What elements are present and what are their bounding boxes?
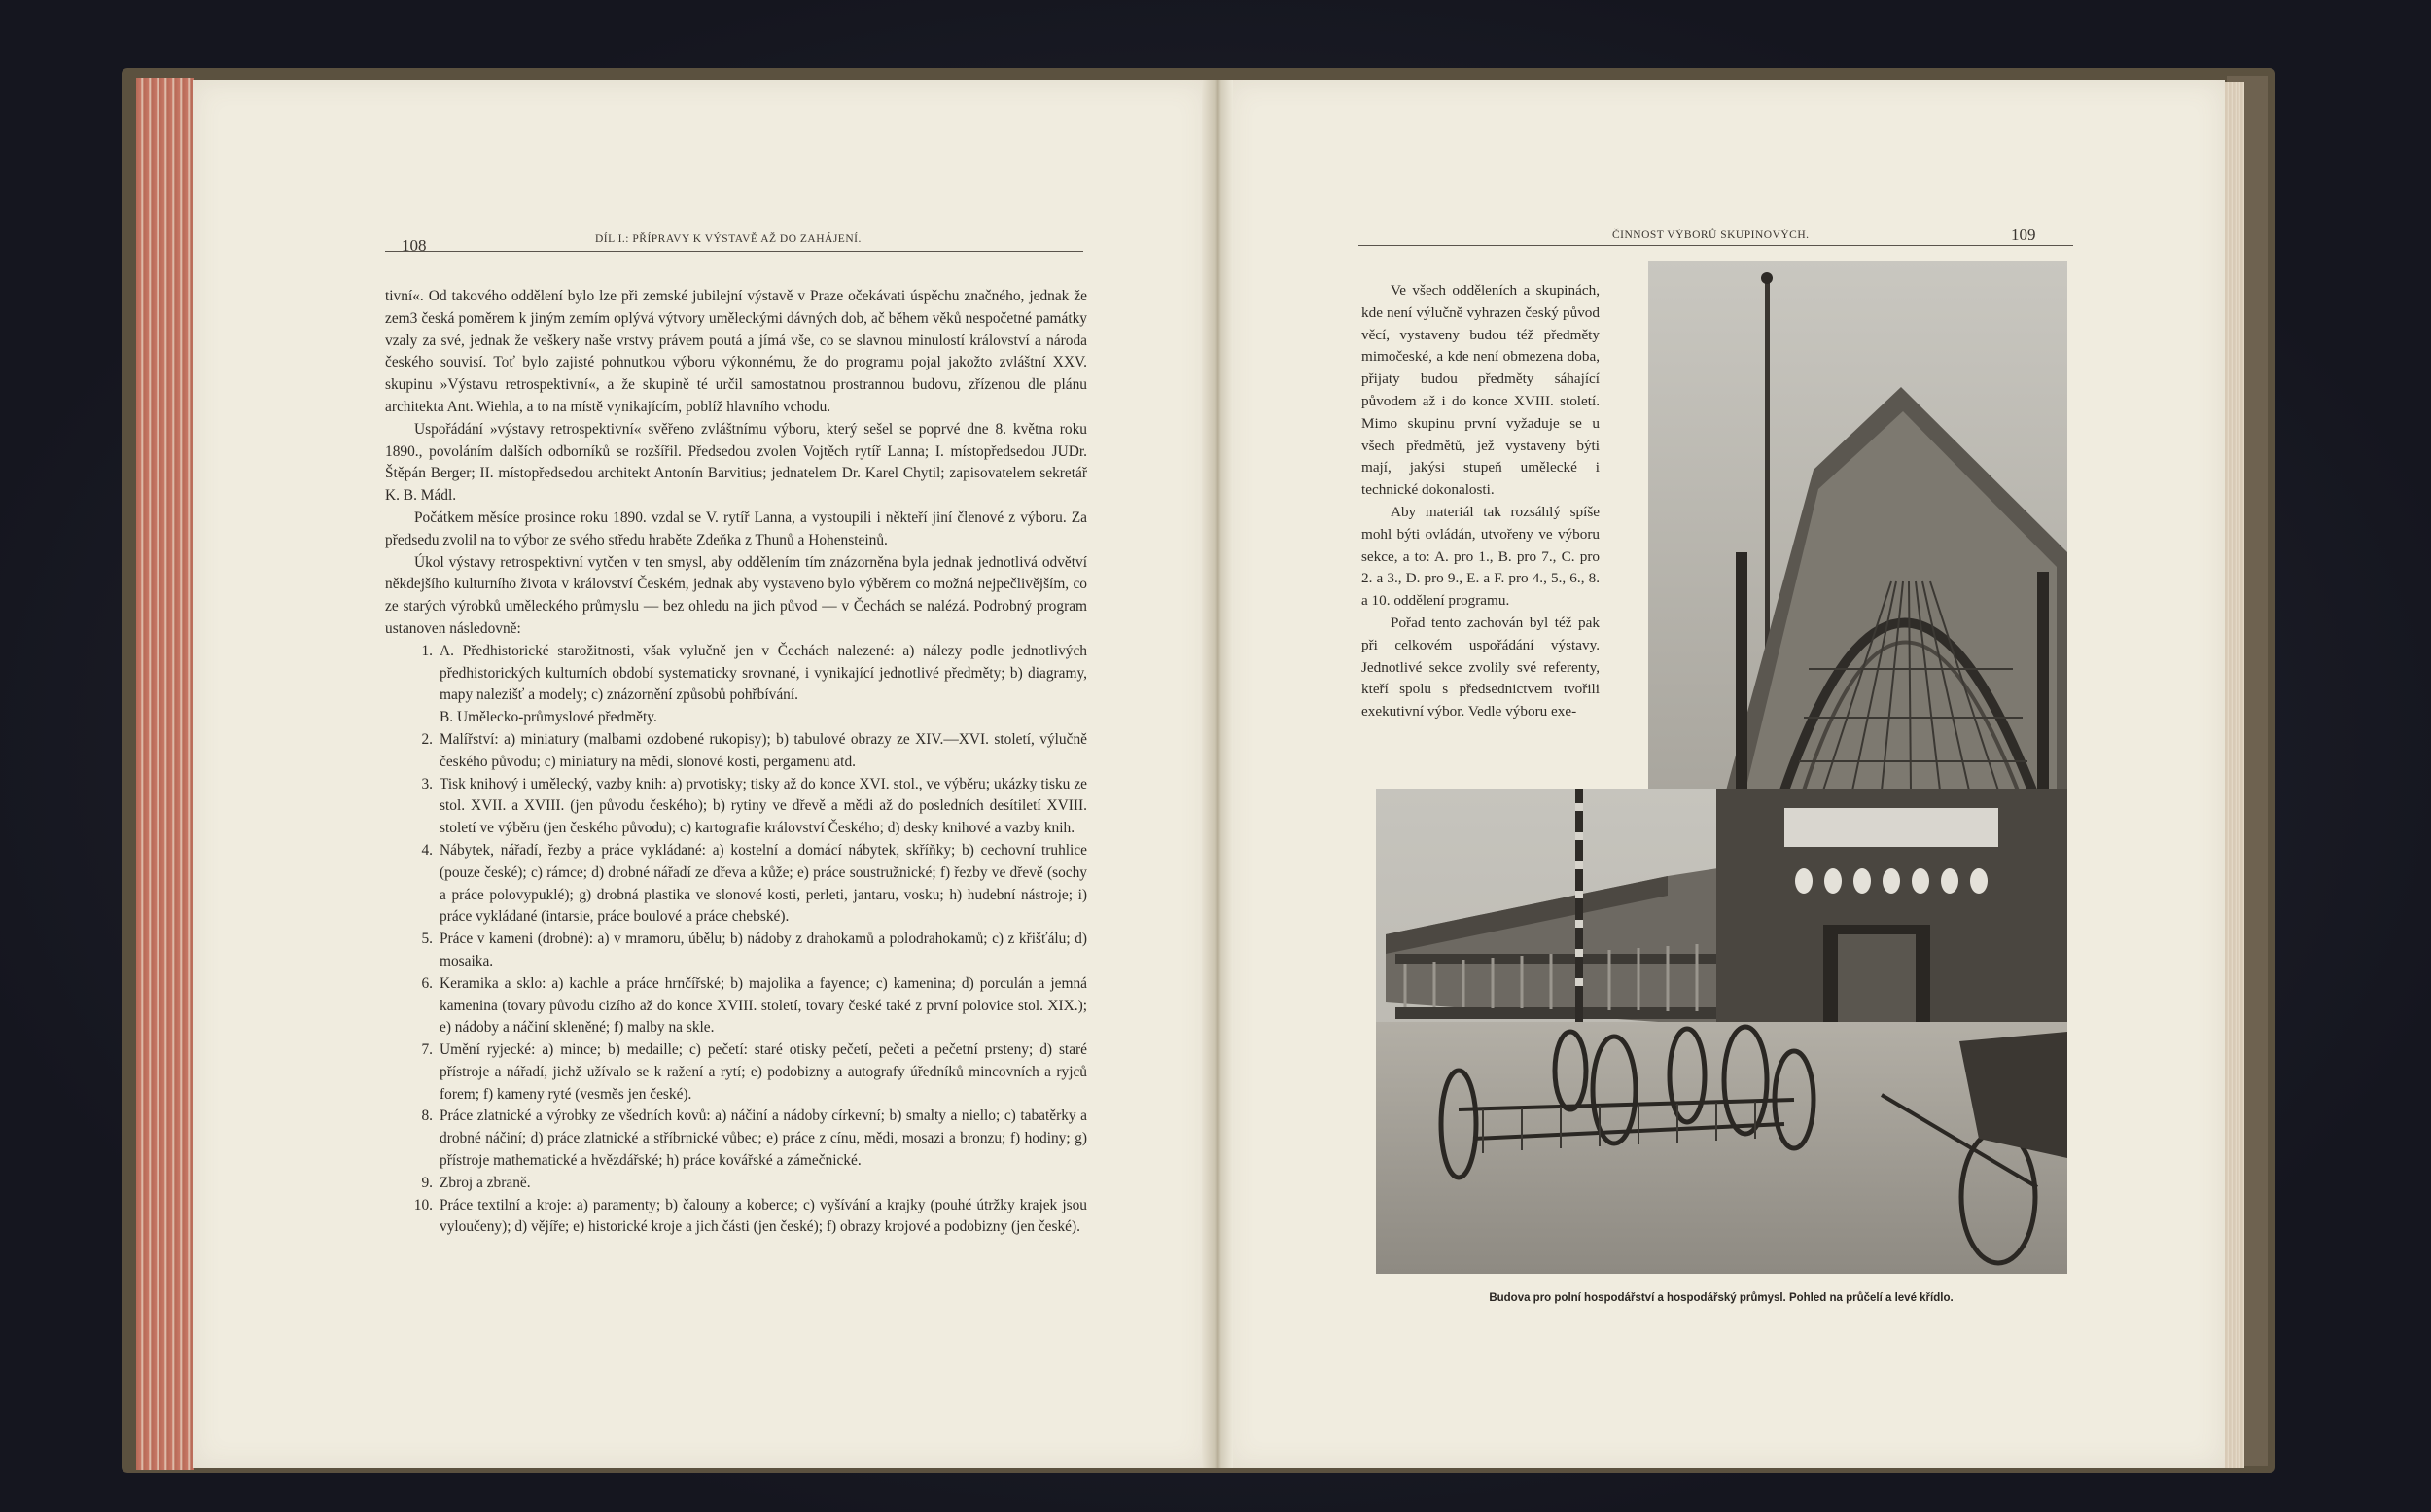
list-number: 7. (421, 1041, 433, 1059)
photo-upper-part (1648, 261, 2067, 791)
list-text: Tisk knihový i umělecký, vazby knih: a) prvotisky; tisky až do konce XVI. stol., ve výběru; ukázky tisku ze stol. XVII. a XVIII. (jen původu českého); b) rytiny ve dřevě a mědi až do posledních desítiletí XVIII. století ve výběru (jen českého původu); c) kartografie království Českého; d) desky knihové a vazby knih. (440, 775, 1087, 837)
list-number: 4. (421, 841, 433, 859)
paragraph: Ve všech odděleních a skupinách, kde není výlučně vyhrazen český původ věcí, vystaveny budou též předměty mimočeské, a kde není obmezena doba, přijaty budou předměty sáhající původem až i do konce XVIII. století. Mimo skupinu první vyžaduje se u všech předmětů, jež vystaveny býti mají, jakýsi stupeň umělecké i technické dokonalosti. (1361, 282, 1600, 499)
left-header-rule (385, 251, 1083, 252)
list-text: Umění ryjecké: a) mince; b) medaille; c) pečetí: staré otisky pečetí, pečeti a pečetní prsteny; d) staré přístroje a nářadí, jichž užívalo se k ražení a rytí; e) podobizny a autografy úředníků mincovních a ryjců forem; f) kameny ryté (vesměs jen české). (440, 1041, 1087, 1103)
right-running-head: ČINNOST VÝBORŮ SKUPINOVÝCH. (1612, 229, 1810, 241)
program-list-item (385, 1039, 1087, 1106)
program-list-item (385, 1195, 1087, 1240)
program-list-item (385, 729, 1087, 774)
list-number: 9. (421, 1174, 433, 1191)
list-number: 1. (421, 642, 433, 659)
book-gutter (1202, 80, 1233, 1468)
list-number: 2. (421, 730, 433, 748)
list-text: Práce v kameni (drobné): a) v mramoru, úbělu; b) nádoby z drahokamů a polodrahokamů; c) z křišťálu; d) mosaika. (440, 931, 1087, 969)
pavilion-photo-lower (1376, 789, 2067, 1274)
program-list-item (385, 774, 1087, 840)
left-page-number: 108 (402, 236, 427, 255)
pavilion-photo-upper (1648, 261, 2067, 791)
program-list-item (385, 929, 1087, 973)
list-number: 5. (421, 931, 433, 948)
list-number: 3. (421, 775, 433, 792)
paragraph: Počátkem měsíce prosince roku 1890. vzdal se V. rytíř Lanna, a vystoupili i někteří jiní členové z výboru. Za předsedu zvolil na to výbor ze svého středu hraběte Zdeňka z Thunů a Hohensteinů. (385, 509, 1087, 548)
list-text: Zbroj a zbraně. (440, 1174, 531, 1191)
paragraph: Uspořádání »výstavy retrospektivní« svěřeno zvláštnímu výboru, který sešel se poprvé dne 8. května roku 1890., povoláním dalších odborníků se rozšířil. Předsedou zvolen Vojtěch rytíř Lanna; I. místopředsedou JUDr. Štěpán Berger; II. místopředsedou architekt Antonín Barvitius; jednatelem Dr. Karel Chytil; zapisovatelem sekretář K. B. Mádl. (385, 420, 1087, 505)
paragraph: Aby materiál tak rozsáhlý spíše mohl býti ovládán, utvořeny ve výboru sekce, a to: A. pro 1., B. pro 7., C. pro 2. a 3., D. pro 9., E. a F. pro 4., 5., 6., 8. a 10. oddělení programu. (1361, 503, 1600, 610)
list-number: 10. (413, 1196, 433, 1213)
paragraph: Pořad tento zachován byl též pak při celkovém uspořádání výstavy. Jednotlivé sekce zvolily své referenty, kteří spolu s předsednictvem tvořili exekutivní výbor. Vedle výboru exe- (1361, 614, 1600, 721)
list-text: B. Umělecko-průmyslové předměty. (440, 709, 657, 726)
right-header-rule (1358, 245, 2073, 246)
right-page-number: 109 (2011, 226, 2036, 244)
list-text: Nábytek, nářadí, řezby a práce vykládané: a) kostelní a domácí nábytek, skříňky; b) cechovní truhlice (pouze české); c) rámce; d) drobné nářadí ze dřeva a kůže; e) práce soustružnické; f) řezby ve dřevě (sochy a práce polovypuklé); g) drobná plastika ve slonové kosti, perleti, jantaru, vosku; h) hudební nástroje; i) práce vykládané (intarsie, práce boulové a práce chebské). (440, 841, 1087, 926)
list-text: A. Předhistorické starožitnosti, však vylučně jen v Čechách nalezené: a) nálezy podle jednotlivých předhistorických kulturních období systematicky srovnané, i vynikající jednotlivé předměty; b) diagramy, mapy nalezišť a modely; c) znázornění způsobů pohřbívání. (440, 642, 1087, 704)
program-list-item (385, 973, 1087, 1039)
list-text: Práce zlatnické a výrobky ze všedních kovů: a) náčiní a nádoby církevní; b) smalty a niello; c) tabatěrky a drobné náčiní; d) práce zlatnické a stříbrnické vůbec; e) práce z cínu, mědi, mosazi a bronzu; f) hodiny; g) přístroje mathematické a hvězdářské; h) práce kovářské a zámečnické. (440, 1108, 1087, 1170)
left-running-head: DÍL I.: PŘÍPRAVY K VÝSTAVĚ AŽ DO ZAHÁJENÍ. (595, 233, 862, 245)
list-text: Malířství: a) miniatury (malbami ozdobené rukopisy); b) tabulové obrazy ze XIV.—XVI. století, výlučně českého původu; c) miniatury na mědi, slonové kosti, pergamenu atd. (440, 730, 1087, 770)
left-page-stack-edge (136, 78, 194, 1470)
photo-caption: Budova pro polní hospodářství a hospodářský průmysl. Pohled na průčelí a levé křídlo. (1489, 1292, 1954, 1304)
program-list-item (385, 1173, 1087, 1195)
list-number: 6. (421, 974, 433, 992)
list-number (385, 707, 440, 729)
program-list-item (385, 1106, 1087, 1172)
paragraph: Úkol výstavy retrospektivní vytčen v ten smysl, aby oddělením tím znázorněna byla jednak jednotlivá odvětví někdejšího kulturního života v království Českém, jednak aby vystaveno bylo výběrem co možná nejpečlivějším, co ze starých výrobků uměleckého průmyslu — bez ohledu na jich původ — v Čechách se nalézá. Podrobný program ustanoven následovně: (385, 553, 1087, 637)
paragraph: tivní«. Od takového oddělení bylo lze při zemské jubilejní výstavě v Praze očekávati úspěchu značného, jednak že zem3 česká poměrem k jiným zemím oplývá výtvory uměleckými dávných dob, ač během věků nespočetné památky vzaly za své, jednak že veškery naše vrstvy právem poutá a jímá vše, co se slavnou minulostí království a národa českého souvisí. Toť bylo zajisté pohnutkou výboru výkonnému, že do programu pojal jakožto zvláštní XXV. skupinu »Výstavu retrospektivní«, a že skupině té určil samostatnou prostrannou budovu, zřízenou dle plánu architekta Ant. Wiehla, a to na místě vynikajícím, poblíž hlavního vchodu. (385, 288, 1087, 415)
list-text: Práce textilní a kroje: a) paramenty; b) čalouny a koberce; c) vyšívání a krajky (pouhé útržky krajek jsou vyloučeny); d) vějíře; e) historické kroje a jich části (jen české); f) obrazy krojové a podobizny (jen české). (440, 1196, 1087, 1236)
right-page-body (1361, 280, 1600, 723)
list-number: 8. (421, 1108, 433, 1125)
program-list-item (385, 840, 1087, 929)
program-list-item (385, 641, 1087, 707)
photo-lower-part (1376, 789, 2067, 1274)
right-page-stack-edge (2223, 82, 2244, 1468)
left-page-body (385, 286, 1087, 1239)
list-text: Keramika a sklo: a) kachle a práce hrnčířské; b) majolika a fayence; c) kamenina; d) porculán a jemná kamenina (tovary původu cizího až do konce XVIII. století, tovary české také z první polovice stol. XIX.); e) nádoby a náčiní skleněné; f) malby na skle. (440, 974, 1087, 1037)
program-list-item (385, 707, 1087, 729)
